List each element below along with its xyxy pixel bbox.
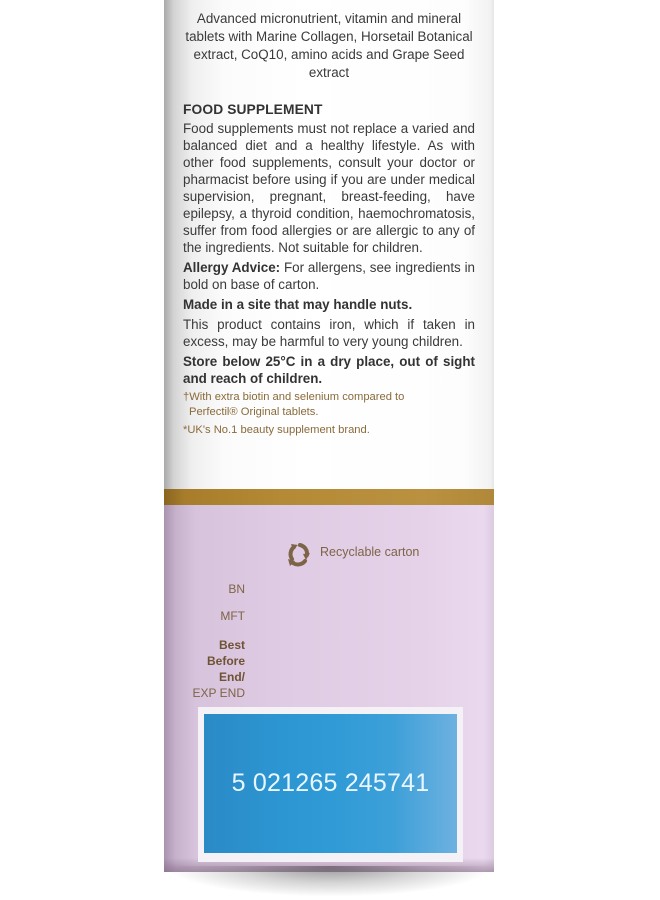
iron-warning: This product contains iron, which if taken in excess, may be harmful to very young children.: [183, 317, 475, 349]
nuts-notice: Made in a site that may handle nuts.: [183, 297, 413, 312]
allergy-advice: [183, 259, 475, 293]
barcode-number: 5 021265 245741: [231, 769, 430, 797]
carton-drop-shadow: [170, 866, 490, 896]
supplement-warning: Food supplements must not replace a varied and balanced diet and a healthy lifestyle. As with other food supplements, consult your doctor or pharmacist before using if you are under medical supervision, pregnant, breast-feeding, have epilepsy, a thyroid condition, haemochromatosis, suffer from food allergies or are allergic to any of the ingredients. Not suitable for children.: [183, 121, 475, 255]
barcode-area: [204, 714, 457, 853]
text-panel: [164, 0, 494, 489]
product-description: Advanced micronutrient, vitamin and mineral tablets with Marine Collagen, Horsetail Botanical extract, CoQ10, amino acids and Grape Seed extract: [185, 11, 473, 80]
food-supplement-heading: FOOD SUPPLEMENT: [183, 102, 323, 117]
recyclable-carton-label: Recyclable carton: [320, 545, 420, 559]
storage-instructions: Store below 25°C in a dry place, out of sight and reach of children.: [183, 354, 475, 386]
allergy-advice-label: Allergy Advice:: [183, 260, 281, 275]
footnote-brand-claim: *UK's No.1 beauty supplement brand.: [183, 424, 370, 436]
best-label: Best: [218, 638, 245, 652]
end-label: End/: [219, 670, 245, 684]
footnote-original-tablets: Perfectil® Original tablets.: [189, 406, 319, 418]
batch-number-label: BN: [228, 582, 245, 596]
before-label: Before: [206, 654, 245, 668]
footnote-biotin: †With extra biotin and selenium compared to: [183, 391, 405, 403]
barcode-box: [198, 707, 463, 862]
expiry-end-label: EXP END: [192, 686, 245, 700]
allergy-advice-text: For allergens, see ingredients in bold on base of carton.: [183, 260, 475, 292]
manufacture-date-label: MFT: [220, 609, 245, 623]
recycle-arrows-icon: [283, 539, 313, 569]
product-carton-side-panel: [164, 0, 494, 872]
gold-divider-band: [164, 489, 494, 505]
label-body: [183, 101, 475, 438]
